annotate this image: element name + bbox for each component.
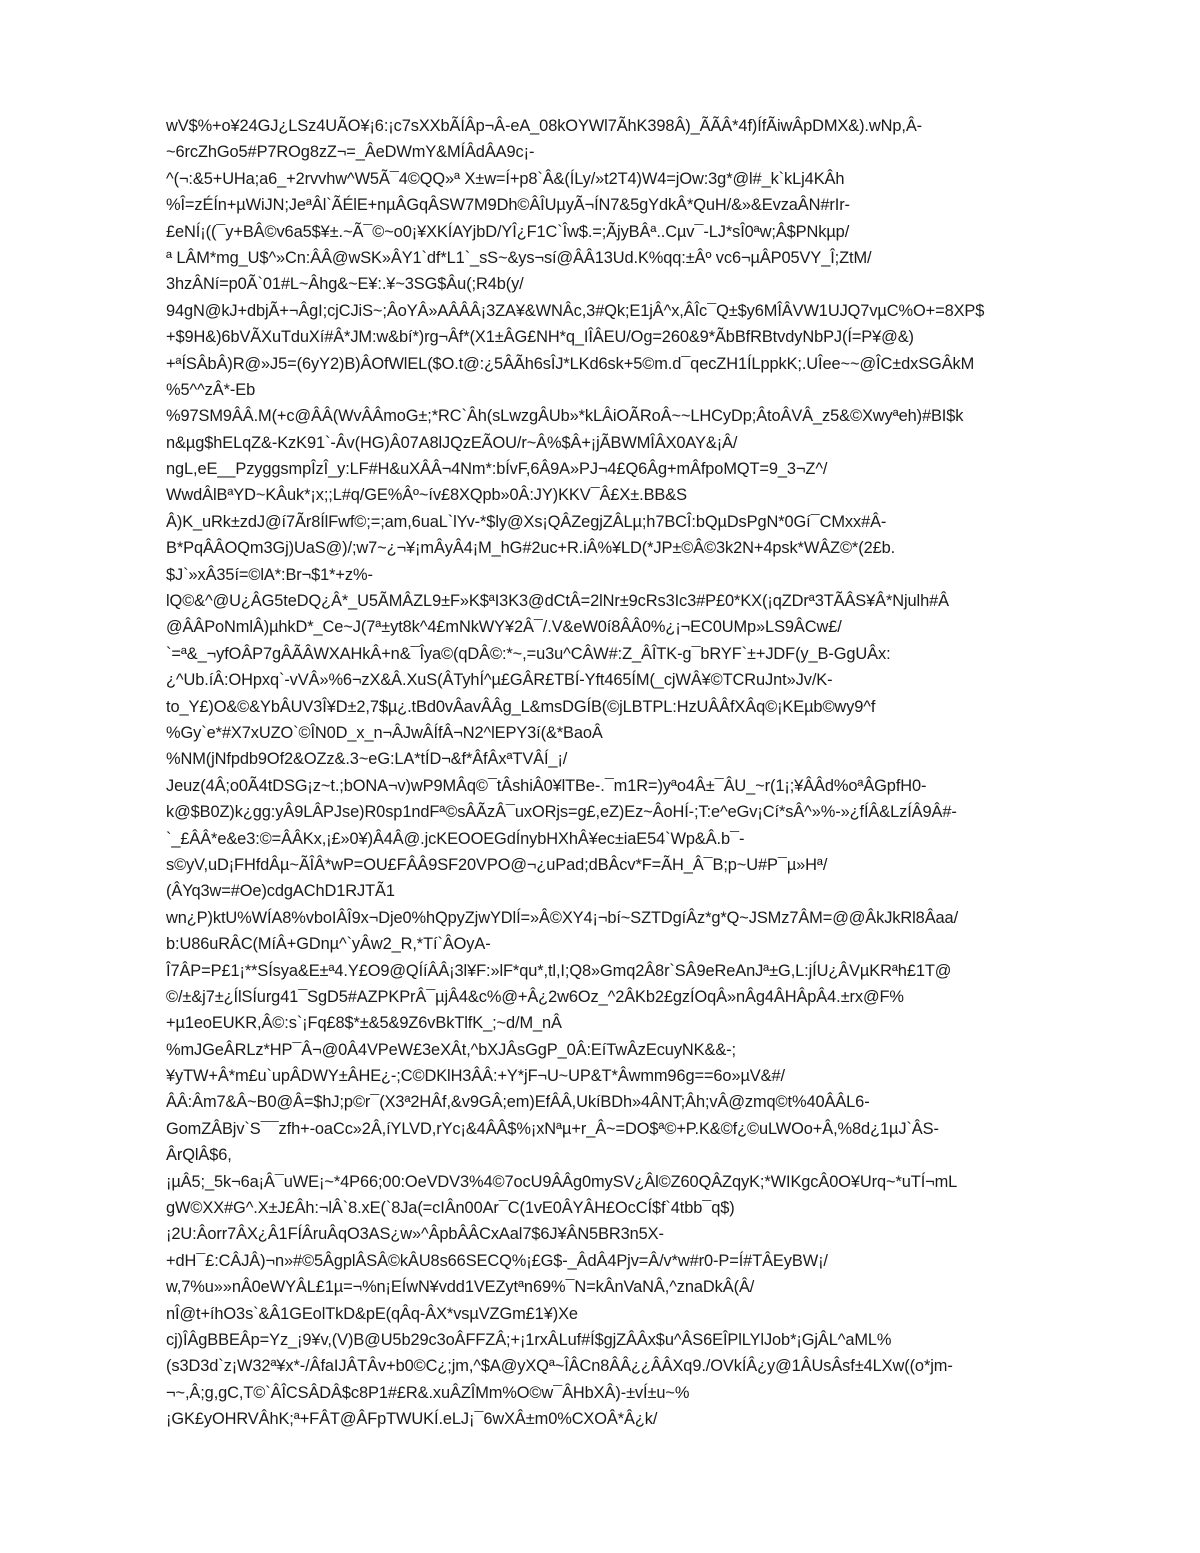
text-line: ¿^Ub.íÂ:OHpxq`-vVÂ»%6¬zX&Â.XuS(ÂTyhÍ^µ£GÂR£TBÍ-Yft465ÍM(_cjWÂ¥©TCRuJnt»Jv/K- [166,671,833,690]
text-line: ©/±&j7±¿ÍlSÍurg41¯SgD5#AZPKPrÂ¯µjÂ4&c%@+Â¿2w6Oz_^2ÂKb2£gzÍOqÂ»nÂg4ÂHÂpÂ4.±rx@F% [166,987,904,1006]
text-line: Jeuz(4Â;o0Ã4tDSG¡z~t.;bONA¬v)wP9MÂq©¯tÂshiÂ0¥lTBe-.¯m1R=)yªo4Â±¯ÂU_~r(1¡;¥ÂÂd%oªÂGpfH0- [166,776,927,795]
text-line: nÎ@t+íhO3s`&Â1GEolTkD&pE(qÂq-ÂX*vsµVZGm£1¥)Xe [166,1304,578,1323]
text-line: +µ1eoEUKR,Â©:s`¡Fq£8$*±&5&9Z6vBkTlfK_;~d/M_nÂ [166,1014,562,1033]
text-line: ~6rcZhGo5#P7ROg8zZ¬=_ÂeDWmY&MÍÂdÂA9c¡- [166,143,535,162]
text-line: ¡GK£yOHRVÂhK;ª+FÂT@ÂFpTWUKÍ.eLJ¡¯6wXÂ±m0%CXOÂ*Â¿k/ [166,1410,658,1429]
text-line: ¡µÂ5;_5k¬6a¡Â¯uWE¡~*4P66;00:OeVDV3%4©7ocU9ÂÂg0mySV¿Âl©Z60QÂZqyK;*WIKgcÂ0O¥Urq~*uTÍ¬mL [166,1172,958,1191]
text-line: lQ©&^@U¿ÂG5teDQ¿Â*_U5ÃMÂZL9±F»K$ªI3K3@dCtÂ=2lNr±9cRs3Ic3#P£0*KX(¡qZDrª3TÃÂS¥Â*Njulh#Â [166,592,949,611]
text-line: cj)ÎÂgBBEÂp=Yz_¡9¥v,(V)B@U5b29c3oÂFFZÂ;+¡1rxÂLuf#Í$gjZÂÂx$u^ÂS6EÎPlLYlJob*¡GjÂL^aML% [166,1330,892,1349]
text-line: %mJGeÂRLz*HP¯Â¬@0Â4VPeW£3eXÂt,^bXJÂsGgP_0Â:EíTwÂzEcuyNK&&-; [166,1040,736,1059]
text-line: %5^^zÂ*-Eb [166,380,256,399]
text-line: 94gN@kJ+dbjÃ+¬ÂgI;cjCJiS~;ÂoYÂ»AÂÂÂ¡3ZA¥&WNÂc,3#Qk;E1jÂ^x,ÂÎc¯Q±$y6MÎÂVW1UJQ7vµC%O+=8XP$ [166,301,985,320]
text-line: $J`»xÂ35í=©lA*:Br¬$1*+z%- [166,565,373,584]
text-line: ª LÂM*mg_U$^»Cn:ÂÂ@wSK»ÂY1`df*L1`_sS~&ys¬sí@ÂÂ13Ud.K%qq:±Âº vc6¬µÂP05VY_Î;ZtM/ [166,248,872,267]
text-line: %Gy`e*#X7xUZO`©ÎN0D_x_n¬ÂJwÂÍfÂ¬N2^lEPY3í(&*BaoÂ [166,723,603,742]
text-line: +$9H&)6bVÃXuTduXí#Â*JM:w&bí*)rg¬Âf*(X1±ÂG£NH*q_IÎÂEU/Og=260&9*ÃbBfRBtvdyNbPJ(Í=P¥@&) [166,328,914,347]
text-line: Â)K_uRk±zdJ@í7Ãr8ÍlFwf©;=;am,6uaL`lYv-*$ly@Xs¡QÂZegjZÂLµ;h7BCÎ:bQµDsPgN*0Gí¯CMxx#Â- [166,512,887,531]
text-line: (s3D3d`z¡W32ª¥x*-/ÂfaIJÂTÂv+b0©C¿;jm,^$A@yXQª~ÎÂCn8ÂÂ¿¿ÂÂXq9./OVkÍÂ¿y@1ÂUsÂsf±4LXw((o*jm- [166,1357,953,1376]
text-line: (ÂYq3w=#Oe)cdgAChD1RJTÃ1 [166,882,395,901]
text-line: k@$B0Z)k¿gg:yÂ9LÂPJse)R0sp1ndFª©sÂÃzÂ¯uxORjs=g£,eZ)Ez~ÂoHÍ-;T:e^eGv¡Cí*sÂ^»%-»¿fÍÂ&LzÍÂ9Â#- [166,803,957,822]
text-line: `_£ÂÂ*e&e3:©=ÂÂKx,¡£»0¥)Â4Â@.jcKEOOEGdÍnybHXhÂ¥ec±iaE54`Wp&Â.b¯- [166,829,745,848]
text-line: ÂÂ:Âm7&Â~B0@Â=$hJ;p©r¯(X3ª2HÂf,&v9GÂ;em)EfÂÂ,UkíBDh»4ÂNT;Âh;vÂ@zmq©t%40ÂÂL6- [166,1093,870,1112]
text-line: w,7%u»»nÂ0eWYÂL£1µ=¬%n¡EÍwN¥vdd1VEZytªn69%¯N=kÂnVaNÂ,^znaDkÂ(Â/ [166,1278,755,1297]
text-line: GomZÂBjv`S¯¯zfh+-oaCc»2Â,íYLVD,rYc¡&4ÂÂ$%¡xNªµ+r_Â~=DO$ª©+P.K&©f¿©uLWOo+Â,%8d¿1µJ`ÂS- [166,1119,939,1138]
text-line: ^(¬:&5+UHa;a6_+2rvvhw^W5Ã¯4©QQ»ª X±w=Í+p8`Â&(ÍLy/»t2T4)W4=jOw:3g*@l#_k`kLj4KÂh [166,169,845,188]
text-line: ¥yTW+Â*m£u`upÂDWY±ÂHE¿-;C©DKlH3ÂÂ:+Y*jF¬U~UP&T*Âwmm96g==6o»µV&#/ [166,1067,785,1086]
text-line: WwdÂlBªYD~KÂuk*¡x;;L#q/GE%Âº~ív£8XQpb»0Â:JY)KKV¯Â£X±.BB&S [166,486,687,505]
text-line: ¬~,Â;g,gC,T©`ÂÎCSÂDÂ$c8P1#£R&.xuÂZÎMm%O©w¯ÂHbXÂ)-±vÍ±u~% [166,1383,690,1402]
text-line: ¡2U:Âorr7ÂX¿Â1FÍÂruÂqO3AS¿w»^ÂpbÂÂCxAal7$6J¥ÂN5BR3n5X- [166,1225,664,1244]
text-line: s©yV,uD¡FHfdÂµ~ÃÎÂ*wP=OU£FÂÂ9SF20VPO@¬¿uPad;dBÂcv*F=ÃH_Â¯B;p~U#P¯µ»Hª/ [166,855,828,874]
text-line: %97SM9ÂÂ.M(+c@ÂÂ(WvÂÂmoG±;*RC`Âh(sLwzgÂUb»*kLÂiOÃRoÂ~~LHCyDp;ÂtoÂVÂ_z5&©Xwyªeh)#BI$k [166,407,964,426]
text-line: b:U86uRÂC(MíÂ+GDnµ^`yÂw2_R,*Tí`ÂOyA- [166,935,491,954]
text-line: %NM(jNfpdb9Of2&OZz&.3~eG:LA*tÍD¬&f*ÂfÂxªTVÂÍ_¡/ [166,750,568,769]
text-line: @ÂÂPoNmlÂ)µhkD*_Ce~J(7ª±yt8k^4£mNkWY¥2Â¯/.V&eW0í8ÂÂ0%¿¡¬EC0UMp»LS9ÂCw£/ [166,618,842,637]
text-line: ÂrQlÂ$6, [166,1146,232,1165]
text-line: wn¿P)ktU%WÍA8%vboIÂÎ9x¬Dje0%hQpyZjwYDlÍ=»Â©XY4¡¬bí~SZTDgíÂz*g*Q~JSMz7ÂM=@@ÂkJkRl8Âaa/ [166,908,959,927]
text-line: ngL,eE__PzyggsmpÎzÎ_y:LF#H&uXÂÂ¬4Nm*:bÍvF,6Â9A»PJ¬4£Q6Âg+mÂfpoMQT=9_3¬Z^/ [166,460,828,479]
text-line: £eNÍ¡((¯y+BÂ©v6a5$¥±.~Ã¯©~o0¡¥XKÍAYjbD/YÎ¿F1C`Îw$.=;ÃjyBÂª..Cµv¯-LJ*sÎ0ªw;Â$PNkµp/ [166,222,850,241]
text-line: %Î=zÉÍn+µWiJN;JeªÂl`ÃÉlE+nµÂGqÂSW7M9Dh©ÂÎUµyÃ¬ÍN7&5gYdkÂ*QuH/&»&EvzaÂN#rIr- [166,196,850,215]
text-line: to_Y£)O&©&YbÂUV3Î¥D±2,7$µ¿.tBd0vÂavÂÂg_L&msDGÍB(©jLBTPL:HzUÂÂfXÂq©¡KEµb©wy9^f [166,697,876,716]
document-body-text [166,113,1126,1433]
text-line: Î7ÂP=P£1¡**SÍsya&E±ª4.Y£O9@QÍíÂÂ¡3l¥F:»lF*qu*,tl,I;Q8»Gmq2Â8r`SÂ9eReAnJª±G,L:jÍU¿ÂVµKRªh£1T@ [166,961,952,980]
text-line: `=ª&_¬yfOÂP7gÂÃÂWXAHkÂ+n&¯Îya©(qDÂ©:*~,=u3u^CÂW#:Z_ÂÎTK-g¯bRYF`±+JDF(y_B-GgUÂx: [166,644,891,663]
text-line: +ªÍSÂbÂ)R@»J5=(6yY2)B)ÂOfWlEL($O.t@:¿5ÂÃh6sÎJ*LKd6sk+5©m.d¯qecZH1ÍLppkK;.UÎee~~@ÎC±dxSGÂkM [166,354,975,373]
text-line: +dH¯£:CÂJÂ)¬n»#©5ÂgplÂSÂ©kÂU8s66SECQ%¡£G$-_ÂdÂ4Pjv=Â/v*w#r0-P=Í#TÂEyBW¡/ [166,1251,828,1270]
text-line: n&µg$hELqZ&-KzK91`-Âv(HG)Â07A8lJQzEÃOU/r~Â%$Â+¡jÃBWMÎÂX0AY&¡Â/ [166,433,738,452]
text-line: 3hzÂNí=p0Ã`01#L~Âhg&~E¥:.¥~3SG$Âu(;R4b(y/ [166,275,524,294]
text-line: wV$%+o¥24GJ¿LSz4UÃO¥¡6:¡c7sXXbÃÍÂp¬Â-eA_08kOYWl7ÃhK398Â)_ÃÃÂ*4f)ÍfÃiwÂpDMX&).wNp,Â- [166,117,923,135]
text-line: gW©XX#G^.X±J£Âh:¬lÂ`8.xE(`8Ja(=cIÂn00Ar¯C(1vE0ÂYÂH£OcCÍ$f`4tbb¯q$) [166,1199,735,1218]
text-line: B*PqÂÂOQm3Gj)UaS@)/;w7~¿¬¥¡mÂyÂ4¡M_hG#2uc+R.iÂ%¥LD(*JP±©Â©3k2N+4psk*WÂZ©*(2£b. [166,539,896,558]
